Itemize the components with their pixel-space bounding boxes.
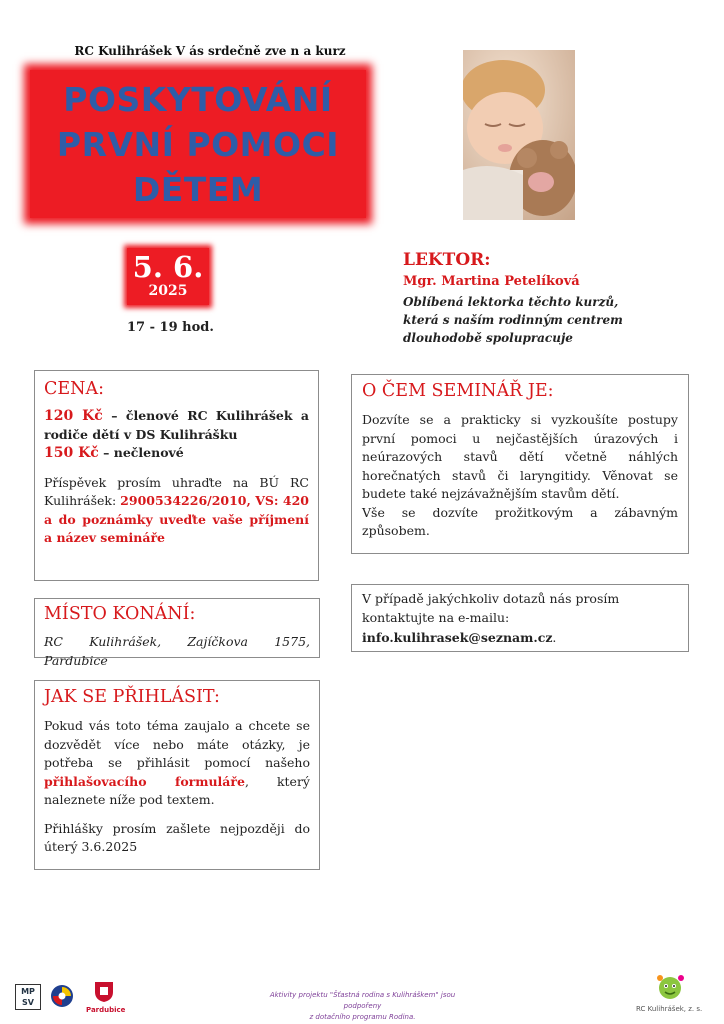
invite-text: RC Kulihrášek V ás srdečně zve n a kurz [74, 44, 346, 58]
seminar-box [351, 374, 689, 554]
project-support-line1: Aktivity projektu "Šťastná rodina s Kulihráškem" jsou podpořeny [269, 991, 456, 1010]
price-members [44, 407, 309, 444]
kulihrasek-logo [653, 972, 687, 1002]
project-support-line2: z dotačního programu Rodina. [309, 1013, 416, 1021]
seminar-description: Dozvíte se a prakticky si vyzkoušíte postupy první pomoci u nejčastějších úrazových i neúrazových stavů dětí včetně náhlých horečnatých stavů či laryngitidy. Věnovat se budete také nejzávažnějším stavům dětí. [362, 412, 678, 501]
signup-text-end: , který naleznete níže pod textem. [44, 773, 310, 807]
course-title: POSKYTOVÁNÍ PRVNÍ POMOCI DĚTEM [56, 79, 340, 209]
pardubice-logo-text: Pardubice [86, 1006, 126, 1014]
price-member-amount: 120 Kč [44, 408, 103, 424]
pardubice-logo [86, 980, 126, 1014]
price-nonmember-amount: 150 Kč [44, 445, 99, 461]
price-box [34, 370, 319, 581]
contact-box [351, 584, 689, 652]
mpsv-logo [15, 984, 41, 1010]
child-with-teddy-photo [463, 50, 575, 220]
round-emblem-logo [50, 984, 74, 1008]
lektor-heading: LEKTOR: [403, 250, 491, 270]
date-badge [127, 248, 209, 305]
contact-email[interactable]: info.kulihrasek@seznam.cz [362, 630, 553, 645]
signup-form-link[interactable]: přihlašovacího formuláře [44, 773, 245, 789]
project-support-note [255, 990, 470, 1023]
organization-name: RC Kulihrášek, z. s. [636, 1005, 703, 1013]
lektor-name: Mgr. Martina Petelíková [403, 274, 580, 289]
seminar-description-2: Vše se dozvíte prožitkovým a zábavným způsobem. [362, 504, 678, 538]
contact-email-line [362, 629, 678, 648]
price-heading: CENA: [44, 379, 105, 399]
venue-box [34, 598, 320, 668]
price-member-text: – členové RC Kulihrášek a rodiče dětí v DS Kulihrášku [44, 408, 309, 442]
signup-text-start: Pokud vás toto téma zaujalo a chcete se dozvědět více nebo máte otázky, je potřeba se přihlásit pomocí našeho [44, 718, 310, 770]
price-nonmember-text: – nečlenové [98, 445, 184, 460]
contact-text: V případě jakýchkoliv dotazů nás prosím kontaktujte na e-mailu: [362, 591, 620, 625]
venue-heading: MÍSTO KONÁNÍ: [44, 604, 196, 624]
title-banner [30, 70, 366, 218]
lektor-description: Oblíbená lektorka těchto kurzů, která s naším rodinným centrem dlouhodobě spolupracuje [403, 295, 623, 345]
payment-text: Příspěvek prosím uhraďte na BÚ RC Kulihrášek: [44, 474, 309, 508]
signup-deadline: Přihlášky prosím zašlete nejpozději do úterý 3.6.2025 [44, 820, 310, 854]
seminar-heading: O ČEM SEMINÁŘ JE: [362, 381, 554, 401]
course-date: 5. 6. [132, 250, 204, 284]
payment-details: 2900534226/2010, VS: 420 a do poznámky uveďte vaše příjmení a název semináře [44, 493, 309, 545]
signup-heading: JAK SE PŘIHLÁSIT: [44, 687, 220, 707]
payment-info [44, 474, 309, 548]
course-time: 17 - 19 hod. [127, 320, 214, 335]
course-year: 2025 [148, 283, 188, 299]
venue-address: RC Kulihrášek, Zajíčkova 1575, Pardubice [44, 634, 310, 668]
signup-box [34, 680, 320, 870]
mpsv-logo-line1: MP [21, 987, 35, 996]
mpsv-logo-line2: SV [22, 998, 34, 1007]
price-nonmembers [44, 444, 309, 463]
signup-instructions [44, 717, 310, 810]
contact-email-end: . [552, 630, 557, 645]
